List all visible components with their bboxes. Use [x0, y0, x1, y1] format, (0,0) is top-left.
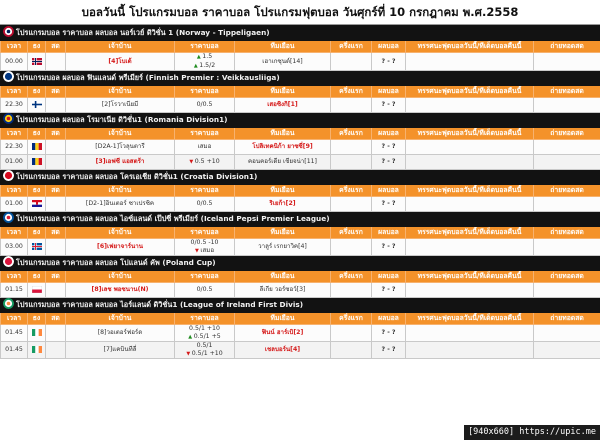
result-header: ผลบอล — [372, 128, 406, 140]
league-title-row — [1, 212, 600, 227]
away-team[interactable]: วาลูร์ เรกยาวิค[4] — [235, 239, 331, 256]
halftime-header: ครึ่งแรก — [331, 271, 372, 283]
flag-header: ธง — [28, 271, 46, 283]
home-team[interactable]: [8]เลช พอซนาน(N) — [66, 283, 175, 298]
odds-text: 1.5 — [202, 53, 213, 60]
flag-cell — [28, 197, 46, 212]
result-header: ผลบอล — [372, 86, 406, 98]
odds-cell — [175, 53, 235, 71]
analysis-header: ทรรศนะฟุตบอลวันนี้/ทีเด็ดบอลคืนนี้ — [406, 86, 534, 98]
odds-header: ราคาบอล — [175, 128, 235, 140]
league-title-cell — [1, 71, 600, 86]
analysis-cell[interactable] — [406, 283, 534, 298]
analysis-cell[interactable] — [406, 197, 534, 212]
live-header: สด — [46, 271, 66, 283]
odds-value — [177, 239, 232, 247]
odds-value — [177, 283, 232, 297]
odds-header: ราคาบอล — [175, 185, 235, 197]
iceland-league-icon — [3, 212, 14, 223]
ireland-flag — [32, 346, 42, 353]
final-score: ? - ? — [372, 98, 406, 113]
away-team-header: ทีมเยือน — [235, 128, 331, 140]
odds-value — [177, 350, 232, 359]
odds-value — [177, 342, 232, 350]
home-team-header: เจ้าบ้าน — [66, 313, 175, 325]
home-team[interactable]: [3]เอฟซี แอสตร้า — [66, 155, 175, 170]
halftime-score — [331, 155, 372, 170]
away-team[interactable]: ลีเกีย วอร์ซอว์[3] — [235, 283, 331, 298]
live-cell[interactable] — [46, 283, 66, 298]
live-broadcast-cell[interactable] — [534, 342, 600, 359]
home-team-header: เจ้าบ้าน — [66, 86, 175, 98]
time-header: เวลา — [1, 41, 28, 53]
live-cell[interactable] — [46, 197, 66, 212]
home-team-header: เจ้าบ้าน — [66, 128, 175, 140]
odds-header: ราคาบอล — [175, 313, 235, 325]
kickoff-time: 22.30 — [1, 98, 28, 113]
away-team[interactable]: โปลิเทคนิก้า ยาซซี่[9] — [235, 140, 331, 155]
kickoff-time: 01.45 — [1, 325, 28, 342]
league-title[interactable]: โปรแกรมบอล ราคาบอล ผลบอล นอร์เวย์ ดิวิชั่น 1 (Norway - Tippeligaen) — [16, 28, 270, 37]
odds-down-icon: ▼ — [186, 350, 192, 357]
analysis-cell[interactable] — [406, 140, 534, 155]
kickoff-time: 01.45 — [1, 342, 28, 359]
live-header: สด — [46, 41, 66, 53]
poland-flag — [32, 286, 42, 293]
finland-flag — [32, 101, 42, 108]
match-row[interactable] — [1, 342, 600, 359]
ireland-league-icon — [3, 298, 14, 309]
odds-cell — [175, 239, 235, 256]
live-broadcast-header: ถ่ายทอดสด — [534, 227, 600, 239]
odds-down-icon: ▼ — [194, 247, 201, 254]
live-cell[interactable] — [46, 239, 66, 256]
live-header: สด — [46, 86, 66, 98]
live-broadcast-cell[interactable] — [534, 239, 600, 256]
home-team[interactable]: [2]โรวาเนียมี — [66, 98, 175, 113]
halftime-header: ครึ่งแรก — [331, 86, 372, 98]
romania-flag — [32, 143, 42, 150]
live-header: สด — [46, 313, 66, 325]
odds-value — [177, 325, 232, 333]
league-title[interactable]: โปรแกรมบอล ราคาบอล ผลบอล โครเอเชีย ดิวิชั่น1 (Croatia Division1) — [16, 172, 258, 181]
flag-cell — [28, 239, 46, 256]
flag-cell — [28, 98, 46, 113]
league-title-cell — [1, 113, 600, 128]
odds-value — [177, 197, 232, 211]
column-header-row — [1, 41, 600, 53]
live-header: สด — [46, 227, 66, 239]
match-row[interactable] — [1, 325, 600, 342]
flag-header: ธง — [28, 313, 46, 325]
halftime-header: ครึ่งแรก — [331, 185, 372, 197]
analysis-cell[interactable] — [406, 155, 534, 170]
live-broadcast-cell[interactable] — [534, 155, 600, 170]
league-title-row — [1, 170, 600, 185]
away-team-header: ทีมเยือน — [235, 86, 331, 98]
odds-text: 0.5/1 +5 — [193, 332, 221, 340]
halftime-header: ครึ่งแรก — [331, 313, 372, 325]
odds-header: ราคาบอล — [175, 227, 235, 239]
odds-down-icon: ▼ — [189, 158, 195, 165]
analysis-cell[interactable] — [406, 98, 534, 113]
home-team[interactable]: [4]โบเด้ — [66, 53, 175, 71]
column-header-row — [1, 313, 600, 325]
kickoff-time: 01.15 — [1, 283, 28, 298]
live-cell[interactable] — [46, 342, 66, 359]
column-header-row — [1, 185, 600, 197]
league-title[interactable]: โปรแกรมบอล ผลบอล โรมาเนีย ดิวิชั่น1 (Romania Division1) — [16, 115, 228, 124]
odds-cell — [175, 325, 235, 342]
live-broadcast-cell[interactable] — [534, 197, 600, 212]
live-broadcast-header: ถ่ายทอดสด — [534, 128, 600, 140]
away-team[interactable]: เชลบอร์น[4] — [235, 342, 331, 359]
flag-header: ธง — [28, 41, 46, 53]
time-header: เวลา — [1, 86, 28, 98]
league-title-cell — [1, 298, 600, 313]
odds-value — [177, 333, 232, 342]
flag-header: ธง — [28, 86, 46, 98]
match-row[interactable] — [1, 140, 600, 155]
home-team-header: เจ้าบ้าน — [66, 271, 175, 283]
analysis-header: ทรรศนะฟุตบอลวันนี้/ทีเด็ดบอลคืนนี้ — [406, 227, 534, 239]
match-row[interactable] — [1, 197, 600, 212]
column-header-row — [1, 128, 600, 140]
odds-text: 0/0.5 — [196, 101, 213, 108]
league-title-cell — [1, 26, 600, 41]
live-header: สด — [46, 128, 66, 140]
home-team-header: เจ้าบ้าน — [66, 227, 175, 239]
away-team-header: ทีมเยือน — [235, 185, 331, 197]
watermark: [940x660] https://upic.me — [464, 425, 600, 440]
odds-up-icon: ▲ — [196, 54, 203, 60]
home-team-header: เจ้าบ้าน — [66, 185, 175, 197]
analysis-header: ทรรศนะฟุตบอลวันนี้/ทีเด็ดบอลคืนนี้ — [406, 271, 534, 283]
odds-value — [177, 140, 232, 154]
poland-league-icon — [3, 256, 14, 267]
final-score: ? - ? — [372, 53, 406, 71]
league-title-cell — [1, 170, 600, 185]
home-team-header: เจ้าบ้าน — [66, 41, 175, 53]
odds-up-icon: ▲ — [193, 62, 200, 69]
iceland-flag — [32, 243, 42, 250]
odds-text: 0.5 +10 — [194, 157, 220, 165]
home-team[interactable]: [D2A-1]โวลุนตารี — [66, 140, 175, 155]
analysis-cell[interactable] — [406, 342, 534, 359]
result-header: ผลบอล — [372, 313, 406, 325]
kickoff-time: 01.00 — [1, 155, 28, 170]
away-team-header: ทีมเยือน — [235, 41, 331, 53]
halftime-score — [331, 325, 372, 342]
kickoff-time: 22.30 — [1, 140, 28, 155]
match-row[interactable] — [1, 98, 600, 113]
live-broadcast-cell[interactable] — [534, 140, 600, 155]
odds-text: 0/0.5 — [196, 200, 213, 207]
final-score: ? - ? — [372, 283, 406, 298]
time-header: เวลา — [1, 271, 28, 283]
away-team-header: ทีมเยือน — [235, 227, 331, 239]
halftime-score — [331, 342, 372, 359]
odds-cell — [175, 155, 235, 170]
norway-flag — [32, 58, 42, 65]
live-broadcast-header: ถ่ายทอดสด — [534, 185, 600, 197]
live-cell[interactable] — [46, 155, 66, 170]
odds-header: ราคาบอล — [175, 86, 235, 98]
result-header: ผลบอล — [372, 185, 406, 197]
away-team-header: ทีมเยือน — [235, 313, 331, 325]
odds-cell — [175, 283, 235, 298]
live-broadcast-header: ถ่ายทอดสด — [534, 86, 600, 98]
result-header: ผลบอล — [372, 271, 406, 283]
live-broadcast-cell[interactable] — [534, 283, 600, 298]
odds-value — [177, 247, 232, 256]
page-title: บอลวันนี้ โปรแกรมบอล ราคาบอล โปรแกรมฟุตบอล วันศุกร์ที่ 10 กรกฎาคม พ.ศ.2558 — [81, 5, 519, 19]
column-header-row — [1, 227, 600, 239]
time-header: เวลา — [1, 128, 28, 140]
odds-cell — [175, 140, 235, 155]
matches-table — [0, 25, 600, 359]
final-score: ? - ? — [372, 155, 406, 170]
match-row[interactable] — [1, 155, 600, 170]
flag-cell — [28, 53, 46, 71]
odds-value — [177, 53, 232, 62]
home-team[interactable]: [D2-1]อินเตอร์ ซาเปรซิค — [66, 197, 175, 212]
match-row[interactable] — [1, 239, 600, 256]
league-title-row — [1, 26, 600, 41]
match-program-table — [0, 24, 600, 359]
live-broadcast-header: ถ่ายทอดสด — [534, 313, 600, 325]
final-score: ? - ? — [372, 325, 406, 342]
halftime-score — [331, 98, 372, 113]
halftime-header: ครึ่งแรก — [331, 41, 372, 53]
league-title-row — [1, 71, 600, 86]
odds-text: เสมอ — [200, 246, 215, 254]
kickoff-time: 00.00 — [1, 53, 28, 71]
flag-header: ธง — [28, 227, 46, 239]
flag-cell — [28, 140, 46, 155]
halftime-score — [331, 53, 372, 71]
flag-header: ธง — [28, 185, 46, 197]
live-cell[interactable] — [46, 53, 66, 71]
home-team[interactable]: [7]แคบินทีลี่ — [66, 342, 175, 359]
kickoff-time: 03.00 — [1, 239, 28, 256]
analysis-cell[interactable] — [406, 239, 534, 256]
league-title-cell — [1, 212, 600, 227]
odds-cell — [175, 342, 235, 359]
odds-header: ราคาบอล — [175, 41, 235, 53]
kickoff-time: 01.00 — [1, 197, 28, 212]
odds-text: เสมอ — [197, 143, 212, 150]
live-broadcast-cell[interactable] — [534, 53, 600, 71]
odds-text: 1.5/2 — [199, 61, 216, 69]
live-cell[interactable] — [46, 98, 66, 113]
odds-header: ราคาบอล — [175, 271, 235, 283]
analysis-header: ทรรศนะฟุตบอลวันนี้/ทีเด็ดบอลคืนนี้ — [406, 313, 534, 325]
away-team[interactable]: ฟินน์ ฮาร์เบิ[2] — [235, 325, 331, 342]
analysis-header: ทรรศนะฟุตบอลวันนี้/ทีเด็ดบอลคืนนี้ — [406, 128, 534, 140]
final-score: ? - ? — [372, 342, 406, 359]
away-team[interactable]: เฮาเกซุนด์[14] — [235, 53, 331, 71]
romania-flag — [32, 158, 42, 165]
final-score: ? - ? — [372, 197, 406, 212]
away-team[interactable]: คอนคอร์เดีย เชียจน่า[11] — [235, 155, 331, 170]
live-broadcast-cell[interactable] — [534, 325, 600, 342]
halftime-score — [331, 283, 372, 298]
live-broadcast-header: ถ่ายทอดสด — [534, 271, 600, 283]
column-header-row — [1, 86, 600, 98]
ireland-flag — [32, 329, 42, 336]
romania-league-icon — [3, 113, 14, 124]
halftime-score — [331, 239, 372, 256]
analysis-cell[interactable] — [406, 53, 534, 71]
away-team[interactable]: ริเยก้า[2] — [235, 197, 331, 212]
time-header: เวลา — [1, 313, 28, 325]
live-broadcast-header: ถ่ายทอดสด — [534, 41, 600, 53]
away-team-header: ทีมเยือน — [235, 271, 331, 283]
odds-text: 0/0.5 -10 — [190, 239, 219, 246]
halftime-header: ครึ่งแรก — [331, 128, 372, 140]
odds-cell — [175, 197, 235, 212]
finland-league-icon — [3, 71, 14, 82]
result-header: ผลบอล — [372, 41, 406, 53]
time-header: เวลา — [1, 227, 28, 239]
time-header: เวลา — [1, 185, 28, 197]
odds-text: 0/0.5 — [196, 286, 213, 293]
odds-text: 0.5/1 +10 — [189, 325, 220, 332]
halftime-score — [331, 140, 372, 155]
league-title-row — [1, 298, 600, 313]
live-cell[interactable] — [46, 325, 66, 342]
live-cell[interactable] — [46, 140, 66, 155]
live-broadcast-cell[interactable] — [534, 98, 600, 113]
odds-cell — [175, 98, 235, 113]
league-title[interactable]: โปรแกรมบอล ราคาบอล ผลบอล ไอซ์แลนด์ เป๊ปซี่ พรีเมียร์ (Iceland Pepsi Premier League) — [16, 214, 330, 223]
odds-value — [177, 98, 232, 112]
odds-value — [177, 158, 232, 167]
final-score: ? - ? — [372, 239, 406, 256]
halftime-score — [331, 197, 372, 212]
halftime-header: ครึ่งแรก — [331, 227, 372, 239]
flag-cell — [28, 325, 46, 342]
result-header: ผลบอล — [372, 227, 406, 239]
odds-text: 0.5/1 — [196, 342, 213, 349]
column-header-row — [1, 271, 600, 283]
league-title[interactable]: โปรแกรมบอล ผลบอล ฟินแลนด์ พรีเมียร์ (Finnish Premier : Veikkausliiga) — [16, 73, 280, 82]
croatia-league-icon — [3, 170, 14, 181]
match-row[interactable] — [1, 53, 600, 71]
league-title-cell — [1, 256, 600, 271]
league-title[interactable]: โปรแกรมบอล ราคาบอล ผลบอล โปแลนด์ คัพ (Poland Cup) — [16, 258, 216, 267]
flag-cell — [28, 283, 46, 298]
home-team[interactable]: [6]เฟยาจาร์นาน — [66, 239, 175, 256]
analysis-cell[interactable] — [406, 325, 534, 342]
odds-text: 0.5/1 +10 — [191, 349, 223, 357]
away-team[interactable]: เสอซิงกิ[1] — [235, 98, 331, 113]
final-score: ? - ? — [372, 140, 406, 155]
home-team[interactable]: [8]วอเตอร์ฟอร์ด — [66, 325, 175, 342]
flag-cell — [28, 155, 46, 170]
odds-value — [177, 62, 232, 71]
flag-cell — [28, 342, 46, 359]
live-header: สด — [46, 185, 66, 197]
league-title[interactable]: โปรแกรมบอล ราคาบอล ผลบอล ไอร์แลนด์ ดิวิชั่น1 (League of Ireland First Divis) — [16, 300, 304, 309]
croatia-flag — [32, 200, 42, 207]
norway-league-icon — [3, 26, 14, 37]
odds-up-icon: ▲ — [188, 333, 194, 340]
analysis-header: ทรรศนะฟุตบอลวันนี้/ทีเด็ดบอลคืนนี้ — [406, 185, 534, 197]
league-title-row — [1, 256, 600, 271]
match-row[interactable] — [1, 283, 600, 298]
flag-header: ธง — [28, 128, 46, 140]
league-title-row — [1, 113, 600, 128]
analysis-header: ทรรศนะฟุตบอลวันนี้/ทีเด็ดบอลคืนนี้ — [406, 41, 534, 53]
